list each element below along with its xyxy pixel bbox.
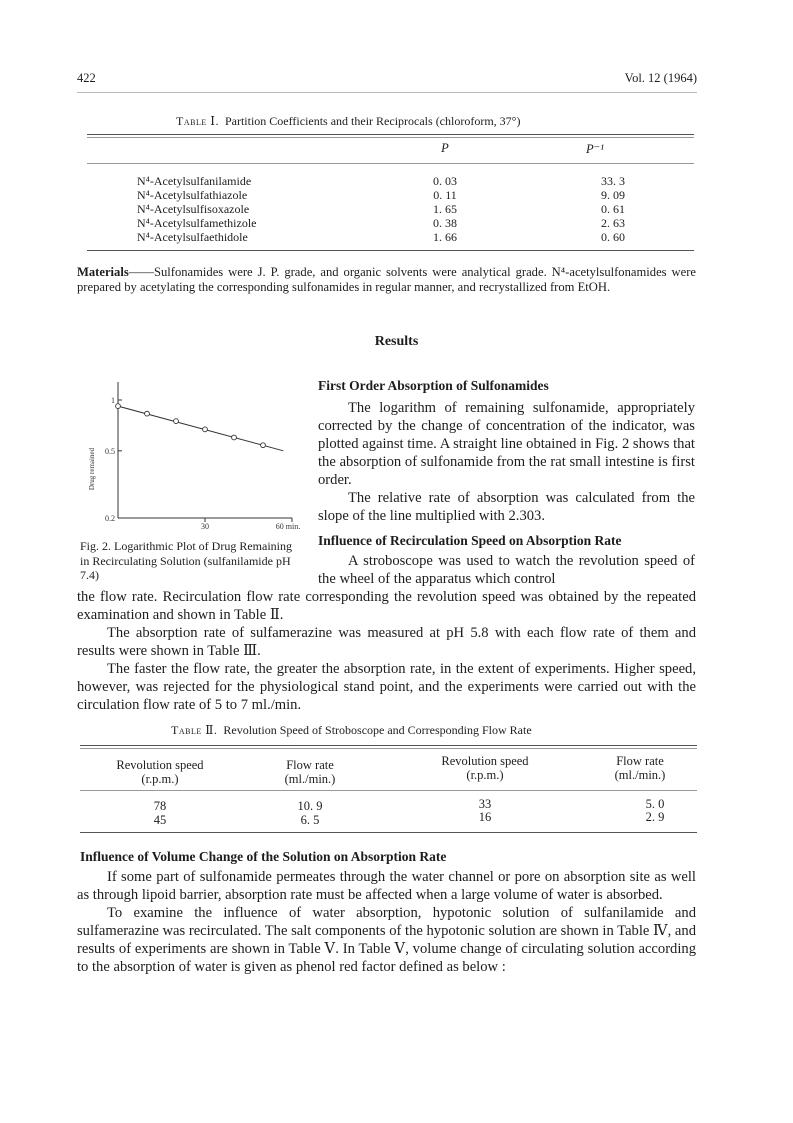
table2-cell: 5. 0 bbox=[645, 797, 665, 811]
y-tick-label: 0.2 bbox=[105, 514, 115, 523]
section1-paragraph: The logarithm of remaining sulfonamide, appropriately corrected by the change of concentration of the indicator, was plotted against time. A straight line obtained in Fig. 2 shows that the absorption of sulfonamide from the rat small intestine is first order. bbox=[318, 400, 695, 488]
table2-header-line: Flow rate bbox=[286, 758, 334, 772]
results-heading: Results bbox=[374, 334, 419, 349]
table2-top-rule-2 bbox=[80, 748, 697, 749]
section3-body bbox=[77, 868, 696, 976]
table1-p-value: 1. 65 bbox=[433, 202, 457, 216]
table1-p-inv-value: 33. 3 bbox=[601, 174, 625, 188]
section1-title: First Order Absorption of Sulfonamides bbox=[318, 378, 549, 393]
journal-volume: Vol. 12 (1964) bbox=[624, 71, 697, 85]
table2-header-rule bbox=[80, 790, 697, 791]
table2-caption-label: Table Ⅱ. bbox=[171, 723, 218, 737]
section3-title: Influence of Volume Change of the Solution on Absorption Rate bbox=[80, 849, 447, 864]
table1-p-inv-value: 9. 09 bbox=[601, 188, 625, 202]
table2-header-unit: (ml./min.) bbox=[284, 772, 336, 786]
table2-cell: 2. 9 bbox=[645, 810, 665, 824]
section2-para1-cont: the flow rate. Recirculation flow rate corresponding the revolution speed was obtained by the repeated examination and shown in Table Ⅱ. bbox=[77, 589, 696, 623]
table2-header-line: Flow rate bbox=[616, 754, 664, 768]
figure2-caption: Fig. 2. Logarithmic Plot of Drug Remaining in Recirculating Solution (sulfanilamide pH 7.4) bbox=[80, 539, 292, 582]
table2-top-rule bbox=[80, 745, 697, 746]
y-tick-label: 1 bbox=[111, 396, 115, 405]
section2-para1-start: A stroboscope was used to watch the revolution speed of the wheel of the apparatus which control bbox=[318, 553, 695, 587]
page-number: 422 bbox=[77, 71, 96, 85]
section3-para2: To examine the influence of water absorption, hypotonic solution of sulfanilamide and sulfamerazine was recirculated. The salt components of the hypotonic solution are shown in Table Ⅳ, and results of experiments are shown in Table Ⅴ. In Table Ⅴ, volume change of circulating solution according to the absorption of water is given as phenol red factor defined as below : bbox=[77, 905, 696, 975]
table1-col-p: P bbox=[441, 141, 449, 155]
materials-text: ——Sulfonamides were J. P. grade, and organic solvents were analytical grade. N⁴-acetylsulfonamides were prepared by acetylating the corresponding sulfonamides in regular manner, and recrystallized from EtOH. bbox=[77, 265, 696, 294]
table1-compound: N⁴-Acetylsulfanilamide bbox=[137, 174, 252, 188]
table1-p-value: 0. 03 bbox=[433, 174, 457, 188]
table1-p-inv-value: 0. 61 bbox=[601, 202, 625, 216]
table1-p-inv-value: 2. 63 bbox=[601, 216, 625, 230]
table1-p-value: 0. 38 bbox=[433, 216, 457, 230]
table2-cell: 45 bbox=[153, 813, 167, 827]
section2-title: Influence of Recirculation Speed on Absorption Rate bbox=[318, 533, 622, 548]
table2-header-unit: (r.p.m.) bbox=[141, 772, 179, 786]
x-tick-label: 30 bbox=[201, 522, 209, 531]
section2-para3: The faster the flow rate, the greater the absorption rate, in the extent of experiments. Higher speed, however, was rejected for the physiological stand point, and the experiments were carried out with the circulation flow rate of 5 to 7 ml./min. bbox=[77, 661, 696, 713]
table1-caption-label: Table Ⅰ. bbox=[176, 114, 219, 128]
table2-header-unit: (r.p.m.) bbox=[466, 768, 504, 782]
table2-caption-text: Revolution Speed of Stroboscope and Corresponding Flow Rate bbox=[223, 723, 532, 737]
table2-cell: 16 bbox=[478, 810, 492, 824]
materials-label: Materials bbox=[77, 265, 129, 279]
table2-cell: 33 bbox=[478, 797, 492, 811]
table1-p-value: 1. 66 bbox=[433, 230, 457, 244]
table1-p-inv-value: 0. 60 bbox=[601, 230, 625, 244]
table2-header bbox=[250, 758, 370, 786]
y-axis-label: Drug remained bbox=[88, 447, 96, 491]
table2-header-line: Revolution speed bbox=[441, 754, 529, 768]
section1-paragraph: The relative rate of absorption was calculated from the slope of the line multiplied with 2.303. bbox=[318, 490, 695, 524]
table2-header bbox=[590, 754, 690, 782]
table1-p-value: 0. 11 bbox=[433, 188, 457, 202]
table2-header bbox=[410, 754, 560, 782]
table1-caption-text: Partition Coefficients and their Reciprocals (chloroform, 37°) bbox=[224, 114, 521, 128]
table2-cell: 10. 9 bbox=[297, 799, 323, 813]
table2-header bbox=[85, 758, 235, 786]
table1-compound: N⁴-Acetylsulfamethizole bbox=[137, 216, 257, 230]
section2-para2: The absorption rate of sulfamerazine was measured at pH 5.8 with each flow rate of them and results were shown in Table Ⅲ. bbox=[77, 625, 696, 659]
table1-compound: N⁴-Acetylsulfaethidole bbox=[137, 230, 248, 244]
table2-header-line: Revolution speed bbox=[116, 758, 204, 772]
table2-header-unit: (ml./min.) bbox=[614, 768, 666, 782]
section3-para1: If some part of sulfonamide permeates through the water channel or pore on absorption site as well as through lipoid barrier, absorption rate must be affected when a large volume of water is absorbed. bbox=[77, 869, 696, 903]
table1-compound: N⁴-Acetylsulfisoxazole bbox=[137, 202, 250, 216]
table2-cell: 6. 5 bbox=[300, 813, 320, 827]
y-tick-label: 0.5 bbox=[105, 446, 115, 456]
table1-col-p-inv: P⁻¹ bbox=[586, 142, 604, 156]
x-tick-label: 60 min. bbox=[275, 522, 300, 531]
table2-bottom-rule bbox=[80, 832, 697, 833]
table1-compound: N⁴-Acetylsulfathiazole bbox=[137, 188, 248, 202]
table2-cell: 78 bbox=[153, 799, 167, 813]
